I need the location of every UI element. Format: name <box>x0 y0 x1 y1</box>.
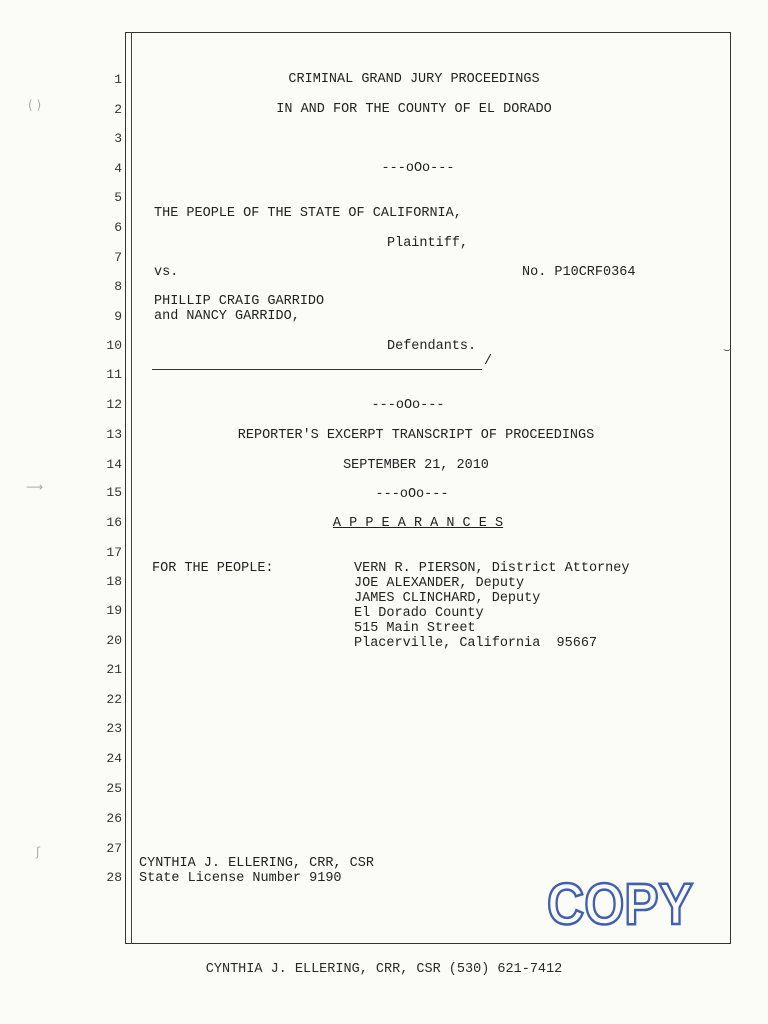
line-number: 25 <box>106 781 122 796</box>
scan-mark: ( ) <box>28 98 42 112</box>
line-number: 5 <box>114 190 122 205</box>
appearance-line: JOE ALEXANDER, Deputy <box>354 576 525 591</box>
line-number: 27 <box>106 841 122 856</box>
line-number: 21 <box>106 662 122 677</box>
reporter-license: State License Number 9190 <box>139 871 342 886</box>
appearance-line: JAMES CLINCHARD, Deputy <box>354 591 541 606</box>
scan-mark: ⟶ <box>26 480 44 494</box>
appearance-line: VERN R. PIERSON, District Attorney <box>354 561 630 576</box>
line-number: 16 <box>106 515 122 530</box>
line-number: 14 <box>106 457 122 472</box>
appearance-for-label: FOR THE PEOPLE: <box>152 561 274 576</box>
line-number: 3 <box>114 131 122 146</box>
line-number: 23 <box>106 721 122 736</box>
reporter-name: CYNTHIA J. ELLERING, CRR, CSR <box>139 856 374 871</box>
line-number: 24 <box>106 751 122 766</box>
defendant-name-2: and NANCY GARRIDO, <box>154 309 300 324</box>
defendants-label: Defendants. <box>387 339 477 354</box>
line-number: 2 <box>114 102 122 117</box>
caption-underline <box>152 369 482 370</box>
plaintiff-party: THE PEOPLE OF THE STATE OF CALIFORNIA, <box>154 206 462 221</box>
line-number: 26 <box>106 811 122 826</box>
line-number: 11 <box>106 367 122 382</box>
line-number: 15 <box>106 485 122 500</box>
line-number: 28 <box>106 870 122 885</box>
line-number: 19 <box>106 603 122 618</box>
scan-mark: ʃ <box>36 845 41 859</box>
scan-mark: ⌣ <box>723 342 731 356</box>
line-number: 18 <box>106 574 122 589</box>
appearance-line: 515 Main Street <box>354 621 476 636</box>
appearance-line: El Dorado County <box>354 606 484 621</box>
case-number: No. P10CRF0364 <box>522 265 636 280</box>
line-number: 12 <box>106 397 122 412</box>
line-number: 8 <box>114 279 122 294</box>
line-number: 9 <box>114 309 122 324</box>
appearance-line: Placerville, California 95667 <box>354 636 598 651</box>
line-number: 6 <box>114 220 122 235</box>
copy-stamp <box>545 877 695 933</box>
page-footer: CYNTHIA J. ELLERING, CRR, CSR (530) 621-7412 <box>205 962 563 977</box>
versus-text: vs. <box>154 265 179 280</box>
line-number: 22 <box>106 692 122 707</box>
caption-slash: / <box>484 354 493 369</box>
line-number: 20 <box>106 633 122 648</box>
line-number: 1 <box>114 72 122 87</box>
line-number: 4 <box>114 161 122 176</box>
line-number: 7 <box>114 250 122 265</box>
line-number: 17 <box>106 545 122 560</box>
svg-text:COPY: COPY <box>547 877 693 933</box>
line-number: 10 <box>106 338 122 353</box>
defendant-name-1: PHILLIP CRAIG GARRIDO <box>154 294 325 309</box>
line-number: 13 <box>106 427 122 442</box>
plaintiff-label: Plaintiff, <box>387 236 469 251</box>
margin-rule <box>131 32 132 944</box>
